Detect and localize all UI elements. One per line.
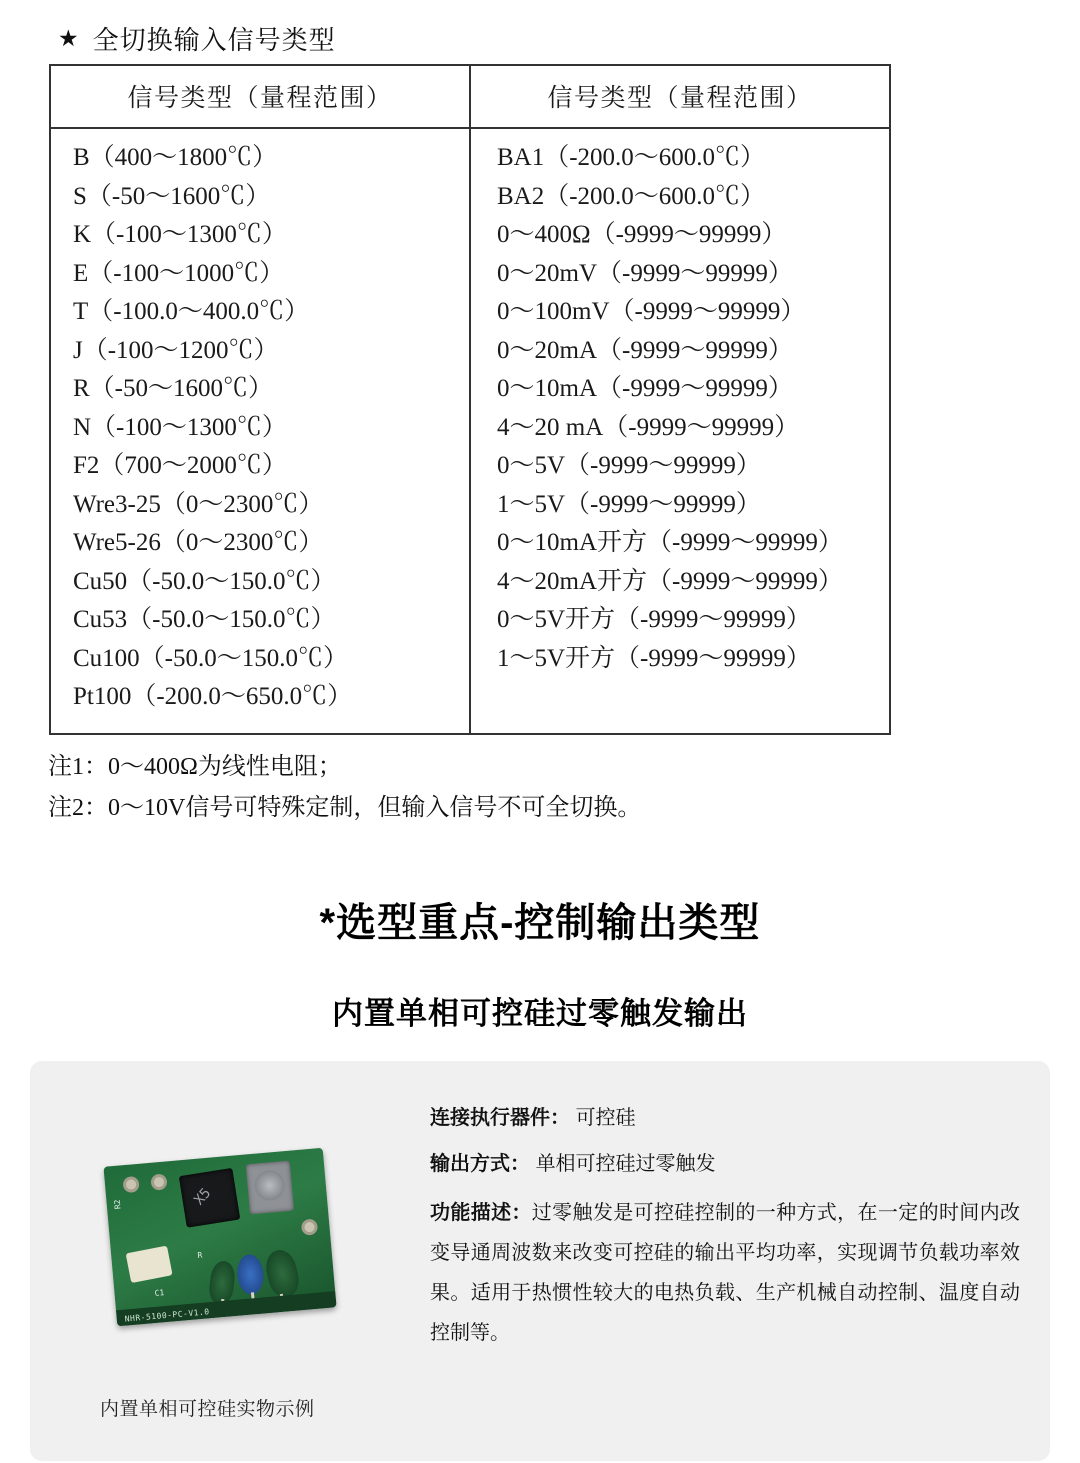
board-caption: 内置单相可控硅实物示例 xyxy=(100,1398,315,1420)
component-green-2-icon xyxy=(262,1246,302,1300)
list-item: BA1（-200.0～600.0℃） xyxy=(497,144,766,171)
section-heading-label: 全切换输入信号类型 xyxy=(92,25,336,55)
output-type-panel xyxy=(30,1061,1050,1461)
list-item: K（-100～1300℃） xyxy=(73,221,287,248)
table-header-row xyxy=(51,66,889,128)
list-item: S（-50～1600℃） xyxy=(73,182,271,210)
spec-row-actuator xyxy=(430,1101,1020,1135)
list-item: 4～20mA开方（-9999～99999） xyxy=(497,567,843,595)
spec-list xyxy=(430,1101,1020,1353)
list-item: 0～5V（-9999～99999） xyxy=(497,452,761,479)
list-item: 0～5V开方（-9999～99999） xyxy=(497,606,811,633)
column-header-right: 信号类型（量程范围） xyxy=(470,66,889,128)
list-item: 0～20mA（-9999～99999） xyxy=(497,336,793,364)
signal-type-table xyxy=(49,64,891,735)
right-column-cell xyxy=(470,128,889,733)
list-item: R（-50～1600℃） xyxy=(73,375,274,402)
black-star-icon: ★ xyxy=(58,24,79,51)
spec-value: 单相可控硅过零触发 xyxy=(535,1152,716,1175)
table-notes xyxy=(48,747,1080,829)
list-item: Cu100（-50.0～150.0℃） xyxy=(73,644,349,672)
list-item: Cu53（-50.0～150.0℃） xyxy=(73,606,336,633)
note-line: 注2：0～10V信号可特殊定制，但输入信号不可全切换。 xyxy=(48,794,642,821)
list-item: B（400～1800℃） xyxy=(73,144,278,171)
list-item: Pt100（-200.0～650.0℃） xyxy=(73,683,353,710)
note-line: 注1：0～400Ω为线性电阻； xyxy=(48,753,342,780)
component-blue-icon xyxy=(236,1253,265,1295)
list-item: F2（700～2000℃） xyxy=(73,452,287,479)
page-subtitle: 内置单相可控硅过零触发输出 xyxy=(332,995,748,1031)
description-text: 过零触发是可控硅控制的一种方式，在一定的时间内改变导通周波数来改变可控硅的输出平均功率，实现调节负载功率效果。适用于热惯性较大的电热负载、生产机械自动控制、温度自动控制等。 xyxy=(430,1201,1021,1344)
spec-value: 可控硅 xyxy=(575,1106,636,1129)
table-body-row xyxy=(51,128,889,733)
list-item: BA2（-200.0～600.0℃） xyxy=(497,182,766,210)
spec-row-output-mode xyxy=(430,1147,1020,1181)
silkscreen-ref3: C1 xyxy=(154,1287,165,1298)
list-item: Wre3-25（0～2300℃） xyxy=(73,490,324,518)
triac-chip-icon xyxy=(179,1167,240,1227)
capacitor-icon xyxy=(126,1245,173,1282)
list-item: 0～10mA（-9999～99999） xyxy=(497,375,793,402)
solder-pad-icon xyxy=(150,1173,167,1190)
list-item: 0～10mA开方（-9999～99999） xyxy=(497,529,843,556)
chip-label: X5 xyxy=(191,1184,215,1208)
column-header-left: 信号类型（量程范围） xyxy=(51,66,470,128)
description-label: 功能描述： xyxy=(430,1201,532,1224)
list-item: 1～5V（-9999～99999） xyxy=(497,490,761,518)
section-heading xyxy=(0,0,1080,58)
list-item: 1～5V开方（-9999～99999） xyxy=(497,644,811,672)
solder-pad-icon xyxy=(122,1175,139,1192)
spec-label: 连接执行器件： xyxy=(430,1106,570,1129)
list-item: Cu50（-50.0～150.0℃） xyxy=(73,567,336,595)
spec-label: 输出方式： xyxy=(430,1152,530,1175)
list-item: J（-100～1200℃） xyxy=(73,336,279,364)
list-item: 0～100mV（-9999～99999） xyxy=(497,298,806,325)
board-illustration-area xyxy=(52,1079,392,1439)
pcb-board-image xyxy=(103,1147,336,1326)
list-item: T（-100.0～400.0℃） xyxy=(73,298,310,325)
solder-pad-icon xyxy=(301,1218,318,1235)
left-column-cell xyxy=(51,128,470,733)
spec-row-description xyxy=(430,1193,1020,1353)
list-item: Wre5-26（0～2300℃） xyxy=(73,529,324,556)
list-item: 0～20mV（-9999～99999） xyxy=(497,259,793,287)
silkscreen-ref2: R xyxy=(197,1250,203,1260)
silkscreen-board-code: NHR-5100-PC-V1.0 xyxy=(124,1306,210,1324)
page-title: *选型重点-控制输出类型 xyxy=(319,900,761,945)
list-item: N（-100～1300℃） xyxy=(73,413,287,441)
transformer-chip-icon xyxy=(246,1160,294,1214)
silkscreen-ref1: R2 xyxy=(112,1198,123,1209)
list-item: 4～20 mA（-9999～99999） xyxy=(497,413,800,441)
list-item: E（-100～1000℃） xyxy=(73,259,285,287)
list-item: 0～400Ω（-9999～99999） xyxy=(497,221,787,248)
